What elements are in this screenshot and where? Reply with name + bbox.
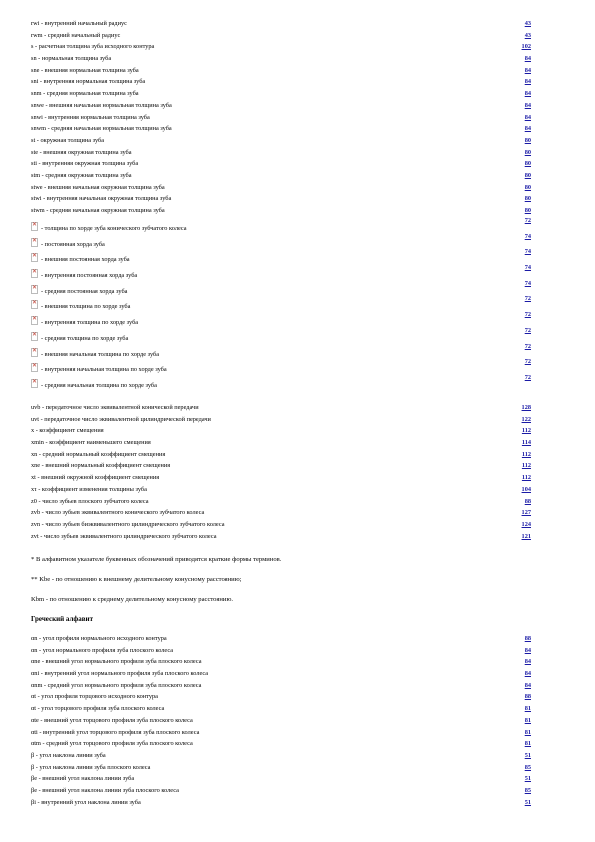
symbol-entry — [31, 112, 531, 124]
symbol-entry — [31, 715, 531, 727]
symbol-entry — [31, 472, 531, 484]
symbol-entry — [31, 342, 531, 361]
symbol-definition: x - коэффициент смещения — [31, 427, 104, 435]
symbol-entry — [31, 100, 531, 112]
broken-image-icon — [31, 332, 38, 341]
page-link[interactable]: 124 — [521, 520, 531, 528]
symbol-definition: αni - внутренний угол нормального профиля зуба плоского колеса — [31, 670, 209, 678]
symbol-entry — [31, 65, 531, 77]
symbol-definition: xn - средний нормальный коэффициент смещения — [31, 450, 166, 458]
footnote-brief-terms: * В алфавитном указателе буквенных обозначений приводятся краткие формы терминов. — [31, 556, 282, 563]
symbol-definition: uvb - передаточное число эквивалентной конической передачи — [31, 404, 199, 411]
broken-image-icon — [31, 379, 38, 388]
symbol-definition: - внешняя постоянная хорда зуба — [41, 256, 130, 264]
page-link[interactable]: 43 — [524, 31, 531, 39]
symbol-entry — [31, 460, 531, 472]
page-link[interactable]: 88 — [524, 693, 531, 701]
symbol-list-latin — [31, 18, 531, 217]
page-link[interactable]: 72 — [524, 326, 531, 334]
symbol-entry — [31, 414, 531, 426]
symbol-definition: rwi - внутренний начальный радиус — [31, 20, 127, 27]
symbol-definition: - внутренняя толщина по хорде зуба — [41, 319, 139, 327]
symbol-entry — [31, 219, 531, 235]
symbol-definition: sn - нормальная толщина зуба — [31, 55, 112, 63]
broken-image-icon — [31, 269, 38, 278]
broken-image-icon — [31, 253, 38, 262]
symbol-definition: - толщина по хорде зуба конического зубчатого колеса — [41, 225, 187, 232]
symbol-entry — [31, 402, 531, 414]
symbol-definition: αt - угол торцового профиля зуба плоского колеса — [31, 705, 165, 713]
symbol-entry — [31, 633, 531, 645]
symbol-entry — [31, 785, 531, 797]
page-link[interactable]: 85 — [524, 786, 531, 794]
page-link[interactable]: 112 — [521, 427, 531, 435]
page-link[interactable]: 112 — [521, 474, 531, 482]
greek-alphabet-heading: Греческий алфавит — [31, 615, 94, 623]
page-link[interactable]: 104 — [521, 485, 531, 493]
symbol-entry — [31, 750, 531, 762]
symbol-entry — [31, 266, 531, 282]
page-link[interactable]: 84 — [524, 90, 531, 98]
symbol-entry — [31, 76, 531, 88]
symbol-definition: snwi - внутренняя нормальная толщина зуба — [31, 113, 150, 121]
page-link[interactable]: 81 — [524, 705, 531, 713]
symbol-entry — [31, 645, 531, 657]
symbol-entry — [31, 158, 531, 170]
symbol-definition: β - угол наклона линии зуба плоского колеса — [31, 763, 151, 771]
symbol-definition: sni - внутренняя нормальная толщина зуба — [31, 78, 146, 86]
symbol-definition: αn - угол нормального профиля зуба плоского колеса — [31, 646, 174, 654]
symbol-entry — [31, 170, 531, 182]
page-link[interactable]: 84 — [524, 78, 531, 86]
page-link[interactable]: 80 — [524, 148, 531, 156]
symbol-entry — [31, 182, 531, 194]
symbol-definition: stwe - внешняя начальная окружная толщина зуба — [31, 183, 165, 191]
symbol-definition: zvn - число зубьев биэквивалентного цилиндрического зубчатого колеса — [31, 520, 225, 528]
page-link[interactable]: 72 — [524, 358, 531, 366]
symbol-definition: xτ - коэффициент изменения толщины зуба — [31, 485, 147, 493]
symbol-entry — [31, 313, 531, 329]
symbol-definition: snm - средняя нормальная толщина зуба — [31, 90, 139, 98]
page-link[interactable]: 122 — [521, 415, 531, 423]
symbol-entry — [31, 88, 531, 100]
symbol-definition: βe - внешний угол наклона линии зуба плоского колеса — [31, 786, 179, 794]
broken-image-icon — [31, 238, 38, 247]
symbol-definition: stm - средняя окружная толщина зуба — [31, 171, 132, 179]
symbol-entry — [31, 727, 531, 739]
page-link[interactable]: 84 — [524, 113, 531, 121]
symbol-definition: s - расчетная толщина зуба исходного контура — [31, 43, 155, 51]
page-link[interactable]: 80 — [524, 195, 531, 203]
symbol-definition: rwm - средний начальный радиус — [31, 31, 121, 39]
page-link[interactable]: 84 — [524, 66, 531, 74]
page-link[interactable]: 84 — [524, 670, 531, 678]
symbol-entry — [31, 797, 531, 809]
page-link[interactable]: 72 — [524, 311, 531, 319]
symbol-entry — [31, 147, 531, 159]
page-link[interactable]: 74 — [524, 232, 531, 240]
symbol-entry — [31, 531, 531, 543]
page-link[interactable]: 84 — [524, 646, 531, 654]
symbol-definition: βi - внутренний угол наклона линии зуба — [31, 798, 141, 806]
page-link[interactable]: 127 — [521, 509, 531, 517]
page-link[interactable]: 84 — [524, 55, 531, 63]
symbol-definition: αte - внешний угол торцового профиля зуба плоского колеса — [31, 716, 193, 724]
broken-image-icon — [31, 348, 38, 357]
page-link[interactable]: 72 — [524, 342, 531, 350]
symbol-definition: αn - угол профиля нормального исходного контура — [31, 635, 167, 642]
footnote-kbm: Kbm - по отношению к среднему делительному конусному расстоянию. — [31, 596, 234, 603]
page-link[interactable]: 72 — [524, 373, 531, 381]
broken-image-icon — [31, 316, 38, 325]
symbol-entry — [31, 703, 531, 715]
symbol-definition: αnm - средний угол нормального профиля зуба плоского колеса — [31, 681, 202, 689]
page-link[interactable]: 72 — [524, 295, 531, 303]
symbol-entry — [31, 373, 531, 392]
symbol-entry — [31, 773, 531, 785]
page-link[interactable]: 112 — [521, 450, 531, 458]
symbol-definition: uvt - передаточное число эквивалентной цилиндрической передачи — [31, 415, 211, 423]
page-link[interactable]: 80 — [524, 160, 531, 168]
symbol-definition: - внутренняя начальная толщина по хорде зуба — [41, 366, 167, 374]
symbol-definition: - постоянная хорда зуба — [41, 240, 105, 248]
symbol-definition: zvt - число зубьев эквивалентного цилиндрического зубчатого колеса — [31, 532, 217, 540]
symbol-definition: αt - угол профиля торцового исходного контура — [31, 693, 158, 701]
page-link[interactable]: 80 — [524, 183, 531, 191]
symbol-entry — [31, 30, 531, 42]
symbol-entry — [31, 680, 531, 692]
symbol-entry — [31, 507, 531, 519]
page-link[interactable]: 84 — [524, 681, 531, 689]
symbol-list-latin-continued — [31, 402, 531, 542]
symbol-entry — [31, 484, 531, 496]
page-link[interactable]: 102 — [521, 43, 531, 51]
symbol-entry — [31, 738, 531, 750]
page-link[interactable]: 81 — [524, 740, 531, 748]
page-link[interactable]: 81 — [524, 716, 531, 724]
page-link[interactable]: 72 — [524, 217, 531, 224]
symbol-entry — [31, 668, 531, 680]
page-link[interactable]: 84 — [524, 125, 531, 133]
page-link[interactable]: 74 — [524, 248, 531, 256]
footnote-kbe: ** Kbe - по отношению к внешнему делительному конусному расстоянию; — [31, 576, 242, 583]
symbol-definition: stwi - внутренняя начальная окружная толщина зуба — [31, 195, 172, 203]
symbol-definition: zvb - число зубьев эквивалентного конического зубчатого колеса — [31, 509, 205, 517]
symbol-entry — [31, 656, 531, 668]
symbol-definition: snwe - внешняя начальная нормальная толщина зуба — [31, 101, 172, 109]
symbol-definition: sti - внутренняя окружная толщина зуба — [31, 160, 139, 168]
symbol-entry — [31, 232, 531, 251]
page-link[interactable]: 51 — [524, 798, 531, 806]
symbol-entry — [31, 193, 531, 205]
page-link[interactable]: 84 — [524, 658, 531, 666]
symbol-list-chord-images — [31, 219, 531, 392]
broken-image-icon — [31, 363, 38, 372]
symbol-entry — [31, 123, 531, 135]
page-link[interactable]: 121 — [521, 532, 531, 540]
symbol-definition: αtm - средний угол торцового профиля зуба плоского колеса — [31, 740, 193, 748]
symbol-entry — [31, 449, 531, 461]
page-link[interactable]: 88 — [524, 635, 531, 642]
symbol-definition: xne - внешний нормальный коэффициент смещения — [31, 462, 171, 470]
symbol-entry — [31, 496, 531, 508]
symbol-entry — [31, 691, 531, 703]
symbol-definition: - средняя начальная толщина по хорде зуба — [41, 381, 157, 389]
symbol-list-greek — [31, 633, 531, 808]
symbol-entry — [31, 53, 531, 65]
symbol-definition: - средняя толщина по хорде зуба — [41, 334, 129, 342]
page-link[interactable]: 74 — [524, 279, 531, 287]
symbol-definition: xt - внешний окружной коэффициент смещения — [31, 474, 160, 482]
symbol-definition: st - окружная толщина зуба — [31, 136, 105, 144]
page-link[interactable]: 80 — [524, 136, 531, 144]
page-link[interactable]: 81 — [524, 728, 531, 736]
symbol-definition: βe - внешний угол наклона линии зуба — [31, 775, 135, 783]
symbol-entry — [31, 360, 531, 376]
page-link[interactable]: 128 — [521, 404, 531, 411]
page-link[interactable]: 112 — [521, 462, 531, 470]
symbol-entry — [31, 437, 531, 449]
page-link[interactable]: 85 — [524, 763, 531, 771]
symbol-entry — [31, 18, 531, 30]
symbol-definition: β - угол наклона линии зуба — [31, 751, 106, 759]
symbol-definition: - внутренняя постоянная хорда зуба — [41, 272, 138, 280]
symbol-definition: snwm - средняя начальная нормальная толщина зуба — [31, 125, 172, 133]
symbol-definition: αne - внешний угол нормального профиля зуба плоского колеса — [31, 658, 202, 666]
symbol-entry — [31, 135, 531, 147]
page-link[interactable]: 114 — [521, 439, 531, 447]
page-link[interactable]: 80 — [524, 171, 531, 179]
page-link[interactable]: 43 — [524, 20, 531, 27]
symbol-definition: stwm - средняя начальная окружная толщина зуба — [31, 207, 165, 214]
page-link[interactable]: 88 — [524, 497, 531, 505]
symbol-entry — [31, 425, 531, 437]
symbol-definition: - средняя постоянная хорда зуба — [41, 287, 128, 295]
broken-image-icon — [31, 300, 38, 309]
broken-image-icon — [31, 222, 38, 231]
broken-image-icon — [31, 285, 38, 294]
symbol-entry — [31, 297, 531, 313]
symbol-definition: - внешняя начальная толщина по хорде зуба — [41, 350, 160, 358]
symbol-entry — [31, 519, 531, 531]
symbol-entry — [31, 41, 531, 53]
symbol-definition: αti - внутренний угол торцового профиля зуба плоского колеса — [31, 728, 200, 736]
symbol-entry — [31, 762, 531, 774]
page-link[interactable]: 74 — [524, 264, 531, 272]
symbol-definition: xmin - коэффициент наименьшего смещения — [31, 439, 151, 447]
page-link[interactable]: 51 — [524, 751, 531, 759]
symbol-entry — [31, 250, 531, 266]
symbol-definition: z0 - число зубьев плоского зубчатого колеса — [31, 497, 149, 505]
symbol-definition: - внешняя толщина по хорде зуба — [41, 303, 131, 311]
page-link[interactable]: 84 — [524, 101, 531, 109]
symbol-entry — [31, 279, 531, 298]
page-link[interactable]: 80 — [524, 207, 531, 214]
page-link[interactable]: 51 — [524, 775, 531, 783]
symbol-entry — [31, 326, 531, 345]
symbol-entry — [31, 205, 531, 217]
symbol-definition: sne - внешняя нормальная толщина зуба — [31, 66, 139, 74]
symbol-definition: ste - внешняя окружная толщина зуба — [31, 148, 132, 156]
